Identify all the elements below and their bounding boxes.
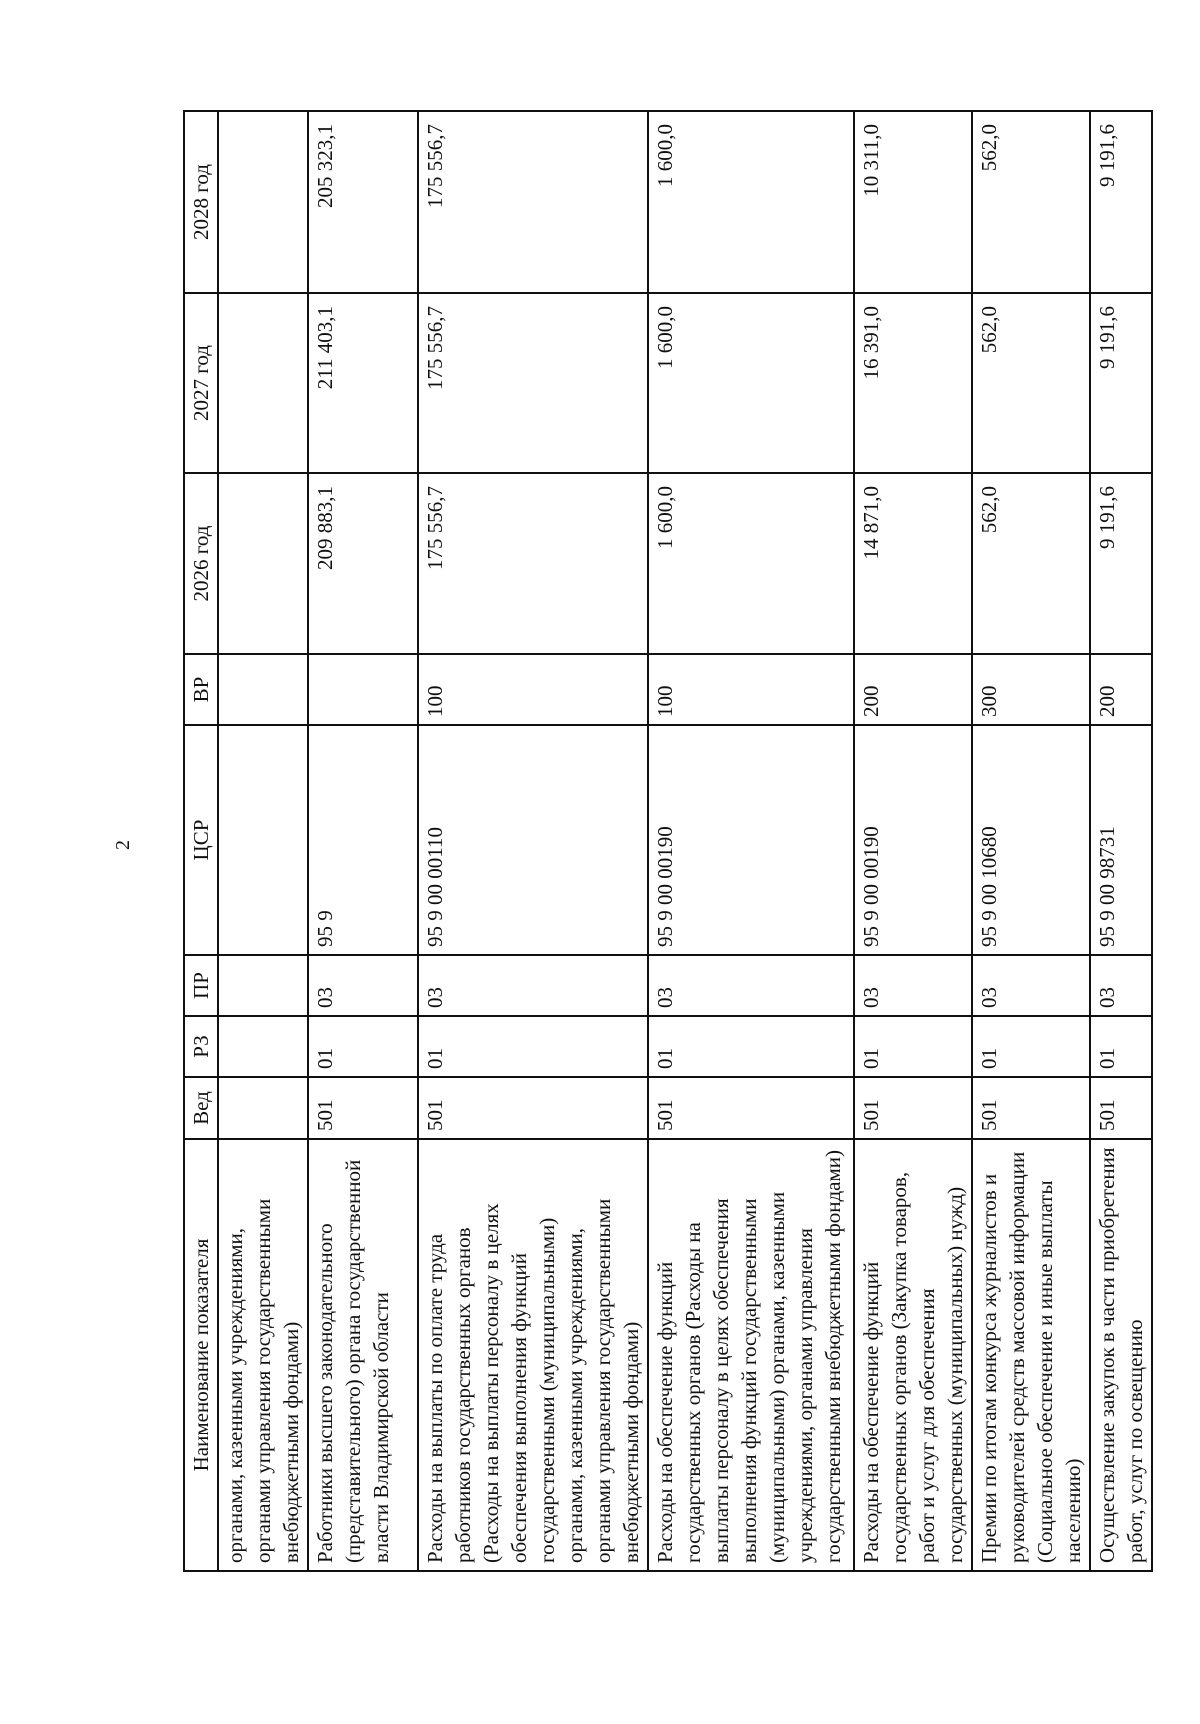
table-row bbox=[972, 111, 1090, 1571]
cell-2028: 205 323,1 bbox=[308, 111, 418, 293]
cell-vr: 300 bbox=[972, 654, 1090, 725]
cell-2026: 1 600,0 bbox=[648, 473, 854, 654]
col-header-2026: 2026 год bbox=[184, 473, 218, 654]
table-row bbox=[648, 111, 854, 1571]
cell-2028: 10 311,0 bbox=[854, 111, 972, 293]
cell-ved: 501 bbox=[648, 1077, 854, 1139]
cell-csr: 95 9 00 00190 bbox=[648, 725, 854, 955]
cell-2027: 16 391,0 bbox=[854, 293, 972, 473]
cell-ved: 501 bbox=[972, 1077, 1090, 1139]
cell-pr: 03 bbox=[418, 955, 648, 1016]
cell-vr bbox=[308, 654, 418, 725]
cell-rz: 01 bbox=[418, 1016, 648, 1077]
cell-pr: 03 bbox=[972, 955, 1090, 1016]
cell-rz: 01 bbox=[1090, 1016, 1152, 1077]
table-row bbox=[1090, 111, 1152, 1571]
col-header-ved: Вед bbox=[184, 1077, 218, 1139]
cell-vr: 200 bbox=[854, 654, 972, 725]
col-header-2028: 2028 год bbox=[184, 111, 218, 293]
cell-rz: 01 bbox=[308, 1016, 418, 1077]
col-header-vr: ВР bbox=[184, 654, 218, 725]
table-row bbox=[218, 111, 308, 1571]
cell-2027: 562,0 bbox=[972, 293, 1090, 473]
cell-csr: 95 9 00 98731 bbox=[1090, 725, 1152, 955]
table-row bbox=[854, 111, 972, 1571]
cell-pr: 03 bbox=[648, 955, 854, 1016]
cell-2026: 209 883,1 bbox=[308, 473, 418, 654]
cell-2027: 175 556,7 bbox=[418, 293, 648, 473]
budget-table-container bbox=[183, 112, 1147, 1572]
cell-pr: 03 bbox=[1090, 955, 1152, 1016]
cell-2028: 1 600,0 bbox=[648, 111, 854, 293]
cell-pr: 03 bbox=[854, 955, 972, 1016]
cell-vr: 200 bbox=[1090, 654, 1152, 725]
cell-csr bbox=[218, 725, 308, 955]
cell-2027: 211 403,1 bbox=[308, 293, 418, 473]
cell-2026: 175 556,7 bbox=[418, 473, 648, 654]
cell-csr: 95 9 00 10680 bbox=[972, 725, 1090, 955]
col-header-pr: ПР bbox=[184, 955, 218, 1016]
cell-2027 bbox=[218, 293, 308, 473]
col-header-rz: РЗ bbox=[184, 1016, 218, 1077]
cell-rz: 01 bbox=[972, 1016, 1090, 1077]
cell-rz bbox=[218, 1016, 308, 1077]
col-header-name: Наименование показателя bbox=[184, 1139, 218, 1571]
table-row bbox=[418, 111, 648, 1571]
cell-ved bbox=[218, 1077, 308, 1139]
cell-ved: 501 bbox=[418, 1077, 648, 1139]
cell-2028: 562,0 bbox=[972, 111, 1090, 293]
cell-2028 bbox=[218, 111, 308, 293]
cell-pr: 03 bbox=[308, 955, 418, 1016]
cell-csr: 95 9 00 00190 bbox=[854, 725, 972, 955]
cell-name: органами, казенными учреждениями, органами управления государственными внебюджетными фондами) bbox=[218, 1139, 308, 1571]
cell-rz: 01 bbox=[854, 1016, 972, 1077]
page-number: 2 bbox=[112, 840, 134, 850]
cell-name: Работники высшего законодательного (представительного) органа государственной власти Владимирской области bbox=[308, 1139, 418, 1571]
budget-table bbox=[183, 110, 1153, 1572]
cell-name: Премии по итогам конкурса журналистов и руководителей средств массовой информации (Социальное обеспечение и иные выплаты населению) bbox=[972, 1139, 1090, 1571]
cell-2028: 9 191,6 bbox=[1090, 111, 1152, 293]
cell-csr: 95 9 bbox=[308, 725, 418, 955]
cell-ved: 501 bbox=[854, 1077, 972, 1139]
cell-name: Расходы на обеспечение функций государственных органов (Закупка товаров, работ и услуг для обеспечения государственных (муниципальных) нужд) bbox=[854, 1139, 972, 1571]
cell-2026: 562,0 bbox=[972, 473, 1090, 654]
cell-2028: 175 556,7 bbox=[418, 111, 648, 293]
cell-ved: 501 bbox=[308, 1077, 418, 1139]
cell-vr: 100 bbox=[418, 654, 648, 725]
col-header-csr: ЦСР bbox=[184, 725, 218, 955]
cell-name: Расходы на выплаты по оплате труда работников государственных органов (Расходы на выплаты персоналу в целях обеспечения выполнения функций государственными (муниципальными) органами, казенными учреждениями, органами управления государственными внебюджетными фондами) bbox=[418, 1139, 648, 1571]
col-header-2027: 2027 год bbox=[184, 293, 218, 473]
cell-2026: 9 191,6 bbox=[1090, 473, 1152, 654]
table-row bbox=[308, 111, 418, 1571]
cell-vr bbox=[218, 654, 308, 725]
cell-2027: 9 191,6 bbox=[1090, 293, 1152, 473]
cell-csr: 95 9 00 00110 bbox=[418, 725, 648, 955]
table-header-row bbox=[184, 111, 218, 1571]
cell-vr: 100 bbox=[648, 654, 854, 725]
cell-pr bbox=[218, 955, 308, 1016]
cell-2026 bbox=[218, 473, 308, 654]
cell-2026: 14 871,0 bbox=[854, 473, 972, 654]
cell-ved: 501 bbox=[1090, 1077, 1152, 1139]
cell-rz: 01 bbox=[648, 1016, 854, 1077]
cell-name: Осуществление закупок в части приобретения работ, услуг по освещению bbox=[1090, 1139, 1152, 1571]
cell-2027: 1 600,0 bbox=[648, 293, 854, 473]
cell-name: Расходы на обеспечение функций государственных органов (Расходы на выплаты персоналу в целях обеспечения выполнения функций государственными (муниципальными) органами, казенными учреждениями, органами управления государственными внебюджетными фондами) bbox=[648, 1139, 854, 1571]
